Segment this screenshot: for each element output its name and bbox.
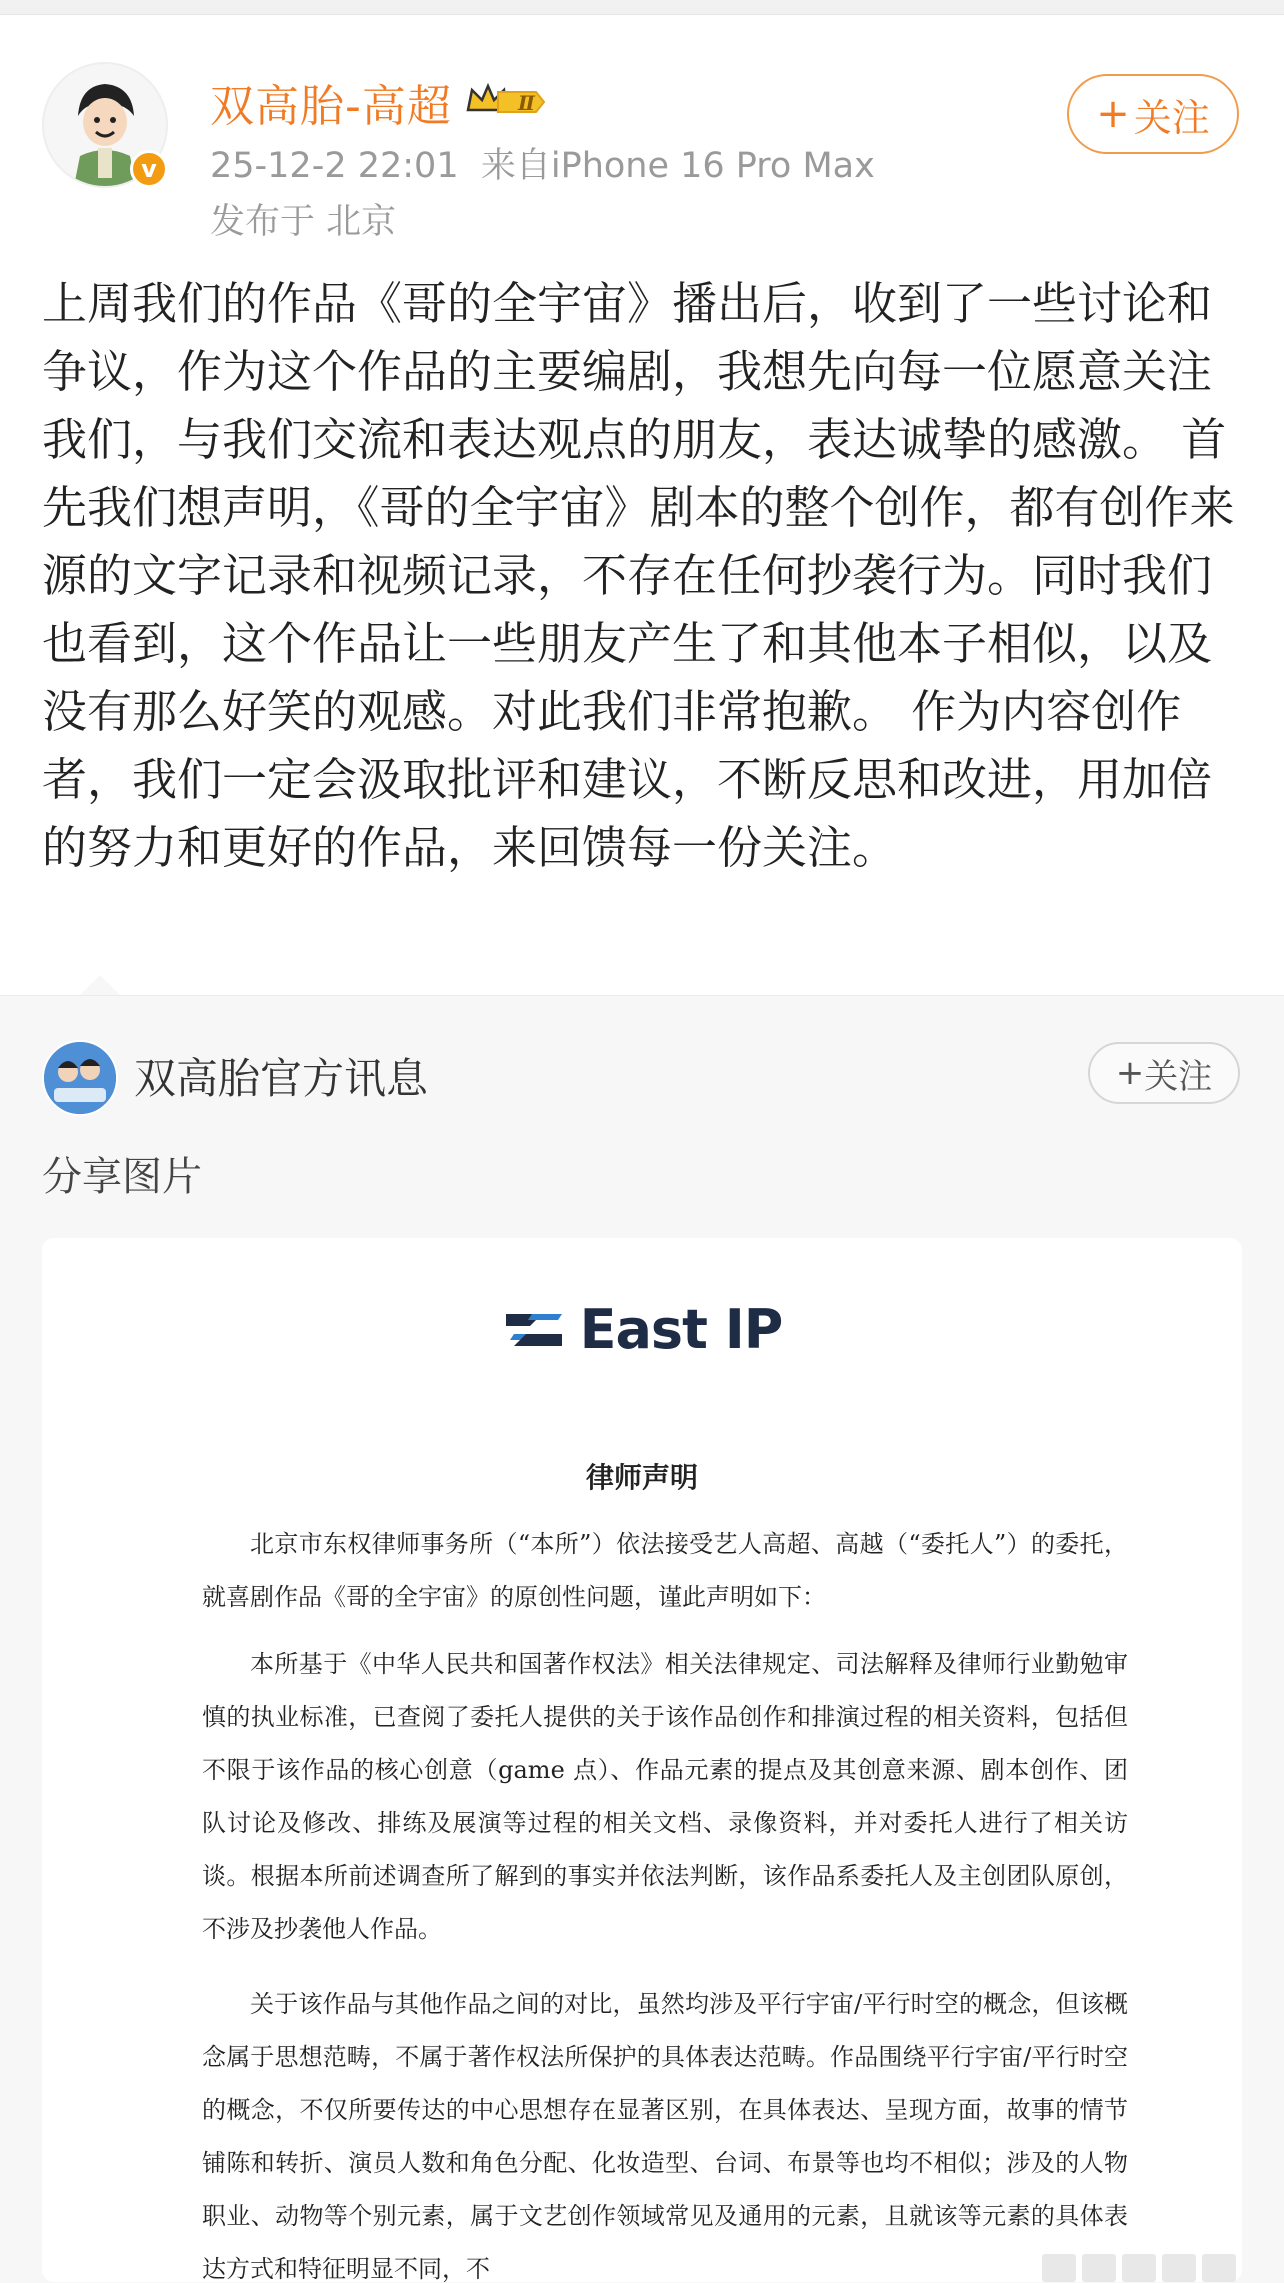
follow-button[interactable] bbox=[1067, 74, 1239, 154]
post-body-text: 上周我们的作品《哥的全宇宙》播出后，收到了一些讨论和争议，作为这个作品的主要编剧，我想先向每一位愿意关注我们，与我们交流和表达观点的朋友，表达诚挚的感激。 首先我们想声明，《哥的全宇宙》剧本的整个创作，都有创作来源的文字记录和视频记录，不存在任何抄袭行为。同时我们也看到，这个作品让一些朋友产生了和其他本子相似，以及没有那么好笑的观感。对此我们非常抱歉。 作为内容创作者，我们一定会汲取批评和建议，不断反思和改进，用加倍的努力和更好的作品，来回馈每一份关注。 bbox=[42, 277, 1235, 874]
post-location: 发布于 北京 bbox=[210, 202, 397, 242]
post-timestamp: 25-12-2 22:01 bbox=[210, 146, 459, 186]
crown-icon bbox=[466, 80, 546, 124]
image-toolbar bbox=[1042, 2254, 1236, 2282]
plus-icon: + bbox=[1115, 1053, 1145, 1093]
toolbar-icon bbox=[1202, 2254, 1236, 2282]
repost-follow-button[interactable] bbox=[1088, 1042, 1240, 1104]
repost-author-avatar[interactable] bbox=[42, 1040, 118, 1116]
top-divider bbox=[0, 0, 1284, 15]
repost-caption: 分享图片 bbox=[42, 1154, 202, 1200]
document-title: 律师声明 bbox=[585, 1461, 698, 1494]
document-logo bbox=[42, 1298, 1242, 1361]
toolbar-icon bbox=[1082, 2254, 1116, 2282]
author-name[interactable]: 双高胎-高超 bbox=[210, 81, 452, 132]
toolbar-icon bbox=[1122, 2254, 1156, 2282]
follow-button-label: 关注 bbox=[1133, 95, 1210, 140]
plus-icon: + bbox=[1096, 91, 1130, 137]
repost-author-name[interactable]: 双高胎官方讯息 bbox=[134, 1054, 429, 1103]
repost-pointer bbox=[80, 975, 120, 995]
member-level: Ⅱ bbox=[517, 91, 535, 115]
toolbar-icon bbox=[1042, 2254, 1076, 2282]
post-source: 来自iPhone 16 Pro Max bbox=[480, 146, 875, 186]
post-meta bbox=[210, 138, 875, 188]
document-paragraph: 本所基于《中华人民共和国著作权法》相关法律规定、司法解释及律师行业勤勉审慎的执业标准，已查阅了委托人提供的关于该作品创作和排演过程的相关资料，包括但不限于该作品的核心创意（game 点）、作品元素的提点及其创意来源、剧本创作、团队讨论及修改、排练及展演等过程的相关文档、录像资料，并对委托人进行了相关访谈。根据本所前述调查所了解到的事实并依法判断，该作品系委托人及主创团队原创，不涉及抄袭他人作品。 bbox=[202, 1650, 1128, 1943]
repost-follow-label: 关注 bbox=[1144, 1056, 1213, 1097]
toolbar-icon bbox=[1162, 2254, 1196, 2282]
document-paragraph: 北京市东权律师事务所（“本所”）依法接受艺人高超、高越（“委托人”）的委托，就喜剧作品《哥的全宇宙》的原创性问题，谨此声明如下： bbox=[202, 1530, 1128, 1611]
east-ip-logo-icon bbox=[502, 1310, 566, 1350]
document-paragraph: 关于该作品与其他作品之间的对比，虽然均涉及平行宇宙/平行时空的概念，但该概念属于思想范畴，不属于著作权法所保护的具体表达范畴。作品围绕平行宇宙/平行时空的概念，不仅所要传达的中心思想存在显著区别，在具体表达、呈现方面，故事的情节铺陈和转折、演员人数和角色分配、化妆造型、台词、布景等也均不相似；涉及的人物职业、动物等个别元素，属于文艺创作领域常见及通用的元素，且就该等元素的具体表达方式和特征明显不同，不 bbox=[202, 1990, 1128, 2282]
shared-image[interactable] bbox=[42, 1238, 1242, 2282]
verified-badge-icon: v bbox=[130, 150, 168, 188]
member-crown-badge[interactable] bbox=[466, 80, 546, 124]
logo-text: East IP bbox=[579, 1298, 783, 1361]
